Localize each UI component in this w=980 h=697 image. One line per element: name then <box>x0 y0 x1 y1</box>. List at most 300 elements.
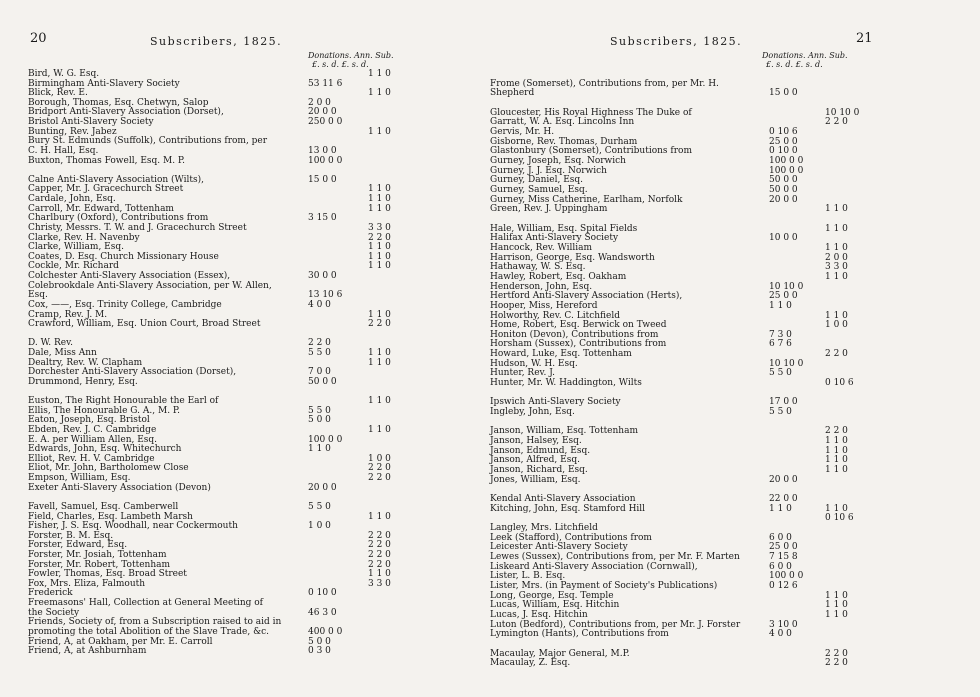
annual-subscription: 1 1 0 <box>825 242 848 253</box>
subscriber-row <box>28 175 478 185</box>
annual-subscription: 1 0 0 <box>368 453 391 464</box>
donation-amount: 6 0 0 <box>769 532 792 543</box>
subscriber-row <box>490 639 970 649</box>
subscriber-row <box>28 406 478 416</box>
subscriber-row <box>28 415 478 425</box>
donation-amount: 10 0 0 <box>769 233 798 244</box>
subscriber-name: Cramp, Rev. J. M. <box>28 309 108 320</box>
subscriber-row <box>28 338 478 348</box>
subscriber-name: Hudson, W. H. Esq. <box>490 358 578 369</box>
subscriber-name: Leek (Stafford), Contributions from <box>490 532 652 543</box>
annual-subscription: 1 1 0 <box>825 600 848 611</box>
subscriber-row <box>490 195 970 205</box>
subscriber-name: Gisborne, Rev. Thomas, Durham <box>490 136 638 147</box>
donation-amount: 1 1 0 <box>769 503 792 514</box>
subscriber-name: Bristol Anti-Slavery Society <box>28 117 154 128</box>
subscriber-name: Dorchester Anti-Slavery Association (Dorset), <box>28 367 237 378</box>
subscriber-name: Hancock, Rev. William <box>490 242 593 253</box>
subscriber-row <box>28 348 478 358</box>
subscriber-name: Elliot, Rev. H. V. Cambridge <box>28 453 155 464</box>
subscriber-row <box>490 407 970 417</box>
annual-subscription: 1 1 0 <box>368 357 391 368</box>
annual-subscription: 1 1 0 <box>825 465 848 476</box>
annual-subscription: 1 1 0 <box>368 424 391 435</box>
subscriber-row <box>28 435 478 445</box>
annual-subscription: 1 1 0 <box>368 261 391 272</box>
subscriber-name: Liskeard Anti-Slavery Association (Cornwall), <box>490 561 698 572</box>
annual-subscription: 1 1 0 <box>825 271 848 282</box>
annual-subscription: 1 1 0 <box>825 455 848 466</box>
donation-amount: 0 10 0 <box>769 146 798 157</box>
subscriber-name: Buxton, Thomas Fowell, Esq. M. P. <box>28 155 186 166</box>
subscriber-row <box>28 608 478 618</box>
annual-subscription: 1 1 0 <box>368 251 391 262</box>
donation-amount: 1 1 0 <box>308 444 331 455</box>
donation-amount: 10 10 0 <box>769 281 804 292</box>
subscriber-name: D. W. Rev. <box>28 338 73 349</box>
subscriber-name: Gervis, Mr. H. <box>490 126 555 137</box>
annual-subscription: 0 10 6 <box>825 378 854 389</box>
subscriber-name: Empson, William, Esq. <box>28 473 131 484</box>
subscriber-row <box>28 512 478 522</box>
subscriber-row <box>490 533 970 543</box>
subscriber-name: Langley, Mrs. Litchfield <box>490 523 598 534</box>
subscriber-name: Lewes (Sussex), Contributions from, per Mr. F. Marten <box>490 552 740 562</box>
subscriber-row <box>28 252 478 262</box>
subscriber-row <box>28 540 478 550</box>
subscriber-name: Forster, Mr. Josiah, Tottenham <box>28 550 167 560</box>
annual-subscription: 2 2 0 <box>825 658 848 669</box>
donation-amount: 1 0 0 <box>308 521 331 532</box>
subscriber-row <box>490 301 970 311</box>
subscriber-name: Lymington (Hants), Contributions from <box>490 629 669 640</box>
subscriber-row <box>28 637 478 647</box>
subscriber-row <box>490 98 970 108</box>
annual-subscription: 2 2 0 <box>368 232 391 243</box>
subscriber-name: Exeter Anti-Slavery Association (Devon) <box>28 482 211 493</box>
donation-amount: 22 0 0 <box>769 494 798 505</box>
donation-amount: 25 0 0 <box>769 291 798 302</box>
subscriber-name: Ebden, Rev. J. C. Cambridge <box>28 424 157 435</box>
subscriber-row <box>490 513 970 523</box>
running-head: Subscribers, 1825. <box>150 35 283 48</box>
column-units: £. s. d. £. s. d. <box>766 60 823 69</box>
subscriber-row <box>490 291 970 301</box>
donation-amount: 100 0 0 <box>308 434 343 445</box>
subscriber-row <box>490 108 970 118</box>
subscriber-name: Field, Charles, Esq. Lambeth Marsh <box>28 511 193 522</box>
subscriber-row <box>490 69 970 79</box>
annual-subscription: 1 1 0 <box>368 184 391 195</box>
subscriber-row <box>490 233 970 243</box>
annual-subscription: 1 1 0 <box>825 204 848 215</box>
subscriber-name: Macaulay, Major General, M.P. <box>490 648 630 659</box>
donation-amount: 4 0 0 <box>769 629 792 640</box>
subscriber-row <box>490 426 970 436</box>
subscriber-row <box>490 117 970 127</box>
subscriber-name: Friends, Society of, from a Subscription raised to aid in <box>28 617 282 628</box>
subscriber-row <box>28 463 478 473</box>
annual-subscription: 2 2 0 <box>368 319 391 330</box>
subscriber-row <box>490 214 970 224</box>
subscriber-name: Freemasons' Hall, Collection at General Meeting of <box>28 598 263 609</box>
annual-subscription: 2 2 0 <box>825 648 848 659</box>
donation-amount: 50 0 0 <box>769 175 798 186</box>
subscriber-name: Luton (Bedford), Contributions from, per Mr. J. Forster <box>490 619 741 630</box>
subscriber-row <box>28 107 478 117</box>
subscriber-row <box>490 455 970 465</box>
subscriber-row <box>28 560 478 570</box>
running-head: Subscribers, 1825. <box>610 35 743 48</box>
subscriber-name: Gurney, Miss Catherine, Earlham, Norfolk <box>490 194 683 205</box>
subscriber-name: Kitching, John, Esq. Stamford Hill <box>490 503 646 514</box>
donation-amount: 6 7 6 <box>769 339 792 350</box>
donation-amount: 50 0 0 <box>769 184 798 195</box>
subscriber-name: Calne Anti-Slavery Association (Wilts), <box>28 174 204 185</box>
annual-subscription: 3 3 0 <box>368 578 391 589</box>
donation-amount: 15 0 0 <box>308 174 337 185</box>
subscriber-name: E. A. per William Allen, Esq. <box>28 434 158 445</box>
subscriber-row <box>28 165 478 175</box>
subscriber-name: Macaulay, Z. Esq. <box>490 658 571 669</box>
subscriber-name: the Society <box>28 607 80 618</box>
subscriber-name: Hooper, Miss, Hereford <box>490 300 598 311</box>
donation-amount: 20 0 0 <box>769 194 798 205</box>
donation-amount: 7 0 0 <box>308 367 331 378</box>
subscriber-row <box>28 223 478 233</box>
subscriber-row <box>28 483 478 493</box>
subscriber-name: Colchester Anti-Slavery Association (Essex), <box>28 271 231 282</box>
subscriber-name: Eaton, Joseph, Esq. Bristol <box>28 415 150 426</box>
subscriber-row <box>490 629 970 639</box>
subscriber-row <box>28 473 478 483</box>
subscriber-row <box>490 649 970 659</box>
subscriber-row <box>28 213 478 223</box>
subscriber-name: Edwards, John, Esq. Whitechurch <box>28 444 182 455</box>
subscriber-row <box>490 79 970 89</box>
subscriber-name: Janson, Alfred, Esq. <box>490 455 580 466</box>
subscriber-name: Carroll, Mr. Edward, Tottenham <box>28 203 174 214</box>
subscriber-row <box>28 646 478 656</box>
subscriber-name: Blick, Rev. E. <box>28 88 88 99</box>
subscriber-name: Jones, William, Esq. <box>490 474 581 485</box>
donation-amount: 2 0 0 <box>308 97 331 108</box>
subscriber-row <box>28 569 478 579</box>
donation-amount: 20 0 0 <box>308 482 337 493</box>
donation-amount: 5 0 0 <box>308 415 331 426</box>
subscriber-name: Kendal Anti-Slavery Association <box>490 494 636 505</box>
subscriber-name: Fox, Mrs. Eliza, Falmouth <box>28 578 146 589</box>
subscriber-row <box>490 243 970 253</box>
subscriber-name: Lister, L. B. Esq. <box>490 571 566 582</box>
donation-amount: 5 5 0 <box>308 405 331 416</box>
donation-amount: 10 10 0 <box>769 358 804 369</box>
donation-amount: 3 10 0 <box>769 619 798 630</box>
subscriber-row <box>28 367 478 377</box>
subscriber-row <box>490 552 970 562</box>
subscriber-row <box>28 550 478 560</box>
subscriber-row <box>28 319 478 329</box>
subscriber-name: Eliot, Mr. John, Bartholomew Close <box>28 463 189 474</box>
subscriber-name: Lucas, William, Esq. Hitchin <box>490 600 620 611</box>
subscriber-name: Holworthy, Rev. C. Litchfield <box>490 310 620 321</box>
subscriber-row <box>28 377 478 387</box>
donation-amount: 53 11 6 <box>308 78 343 89</box>
subscriber-name: Janson, Halsey, Esq. <box>490 436 582 447</box>
subscriber-row <box>28 521 478 531</box>
annual-subscription: 3 3 0 <box>368 222 391 233</box>
annual-subscription: 1 1 0 <box>368 194 391 205</box>
subscriber-row <box>490 600 970 610</box>
subscriber-row <box>490 166 970 176</box>
subscriber-row <box>28 579 478 589</box>
subscriber-row <box>490 88 970 98</box>
subscriber-row <box>490 571 970 581</box>
donation-amount: 3 15 0 <box>308 213 337 224</box>
annual-subscription: 1 1 0 <box>368 569 391 580</box>
donation-amount: 25 0 0 <box>769 542 798 553</box>
annual-subscription: 1 1 0 <box>825 445 848 456</box>
annual-subscription: 10 10 0 <box>825 107 860 118</box>
annual-subscription: 3 3 0 <box>825 262 848 273</box>
donation-amount: 5 5 0 <box>769 407 792 418</box>
donation-amount: 7 3 0 <box>769 329 792 340</box>
subscriber-row <box>28 444 478 454</box>
subscriber-row <box>28 598 478 608</box>
subscriber-row <box>28 617 478 627</box>
subscriber-row <box>490 591 970 601</box>
page-number: 21 <box>856 31 873 46</box>
subscriber-name: Friend, A, at Ashburnham <box>28 646 147 657</box>
right-page <box>490 0 980 697</box>
subscriber-name: Janson, Richard, Esq. <box>490 465 588 476</box>
donation-amount: 6 0 0 <box>769 561 792 572</box>
subscriber-name: Capper, Mr. J. Gracechurch Street <box>28 184 184 195</box>
subscriber-name: Henderson, John, Esq. <box>490 281 593 292</box>
subscriber-name: Crawford, William, Esq. Union Court, Broad Street <box>28 319 261 330</box>
subscriber-name: Dealtry, Rev. W. Clapham <box>28 357 143 368</box>
subscriber-row <box>490 262 970 272</box>
subscriber-name: Ellis, The Honourable G. A., M. P. <box>28 405 181 416</box>
subscriber-name: Frome (Somerset), Contributions from, per Mr. H. <box>490 78 719 89</box>
annual-subscription: 1 1 0 <box>368 347 391 358</box>
subscriber-row <box>490 127 970 137</box>
subscriber-row <box>490 417 970 427</box>
subscriber-name: Leicester Anti-Slavery Society <box>490 542 628 553</box>
subscriber-name: Honiton (Devon), Contributions from <box>490 329 659 340</box>
subscriber-row <box>490 349 970 359</box>
subscriber-row <box>28 233 478 243</box>
page-number: 20 <box>30 31 47 46</box>
subscriber-name: Gloucester, His Royal Highness The Duke of <box>490 107 692 118</box>
subscriber-row <box>490 204 970 214</box>
annual-subscription: 1 0 0 <box>825 320 848 331</box>
subscriber-name: Dale, Miss Ann <box>28 347 97 358</box>
column-heading: Donations. Ann. Sub. <box>308 51 394 60</box>
donation-amount: 13 10 6 <box>308 290 343 301</box>
subscriber-name: Bird, W. G. Esq. <box>28 69 100 79</box>
donation-amount: 100 0 0 <box>769 165 804 176</box>
subscriber-name: Favell, Samuel, Esq. Camberwell <box>28 501 179 512</box>
subscriber-row <box>490 523 970 533</box>
subscriber-name: Harrison, George, Esq. Wandsworth <box>490 252 655 263</box>
subscriber-name: Hawley, Robert, Esq. Oakham <box>490 271 627 282</box>
subscriber-row <box>490 446 970 456</box>
subscriber-row <box>490 436 970 446</box>
annual-subscription: 1 1 0 <box>825 590 848 601</box>
subscriber-name: Forster, Edward, Esq. <box>28 540 128 551</box>
subscriber-name: Forster, B. M. Esq. <box>28 530 114 541</box>
subscriber-name: Forster, Mr. Robert, Tottenham <box>28 559 171 570</box>
subscriber-row <box>490 388 970 398</box>
donation-amount: 400 0 0 <box>308 626 343 637</box>
subscriber-row <box>490 378 970 388</box>
donation-amount: 5 5 0 <box>308 501 331 512</box>
subscriber-name: promoting the total Abolition of the Slave Trade, &c. <box>28 626 269 637</box>
donation-amount: 25 0 0 <box>769 136 798 147</box>
subscriber-name: Drummond, Henry, Esq. <box>28 376 138 387</box>
subscriber-name: Gurney, Samuel, Esq. <box>490 184 588 195</box>
subscriber-row <box>28 300 478 310</box>
annual-subscription: 1 1 0 <box>825 310 848 321</box>
annual-subscription: 1 1 0 <box>825 223 848 234</box>
subscriber-name: Borough, Thomas, Esq. Chetwyn, Salop <box>28 97 209 108</box>
donation-amount: 46 3 0 <box>308 607 337 618</box>
subscriber-row <box>490 397 970 407</box>
subscriber-row <box>28 79 478 89</box>
subscriber-row <box>490 484 970 494</box>
subscriber-row <box>490 504 970 514</box>
donation-amount: 5 0 0 <box>308 636 331 647</box>
subscriber-row <box>490 658 970 668</box>
annual-subscription: 2 2 0 <box>368 550 391 560</box>
donation-amount: 50 0 0 <box>308 376 337 387</box>
subscriber-row <box>28 329 478 339</box>
subscriber-name: Christy, Messrs. T. W. and J. Gracechurch Street <box>28 222 247 233</box>
subscriber-name: Colebrookdale Anti-Slavery Association, per W. Allen, <box>28 280 272 291</box>
subscriber-name: Howard, Luke, Esq. Tottenham <box>490 349 632 360</box>
donation-amount: 15 0 0 <box>769 88 798 99</box>
donation-amount: 100 0 0 <box>308 155 343 166</box>
annual-subscription: 2 0 0 <box>825 252 848 263</box>
subscriber-row <box>28 492 478 502</box>
subscriber-name: Bunting, Rev. Jabez <box>28 126 117 137</box>
subscriber-row <box>490 224 970 234</box>
annual-subscription: 1 1 0 <box>368 203 391 214</box>
subscriber-name: Gurney, J. J. Esq. Norwich <box>490 165 607 176</box>
subscriber-row <box>490 562 970 572</box>
subscriber-name: Horsham (Sussex), Contributions from <box>490 339 667 350</box>
subscriber-row <box>28 290 478 300</box>
subscriber-row <box>490 253 970 263</box>
subscriber-name: Birmingham Anti-Slavery Society <box>28 78 180 89</box>
subscriber-name: Fisher, J. S. Esq. Woodhall, near Cockermouth <box>28 521 238 532</box>
subscriber-row <box>28 454 478 464</box>
donation-amount: 13 0 0 <box>308 145 337 156</box>
subscriber-name: Cardale, John, Esq. <box>28 194 116 205</box>
annual-subscription: 2 2 0 <box>825 117 848 128</box>
subscriber-row <box>490 146 970 156</box>
annual-subscription: 2 2 0 <box>368 530 391 541</box>
annual-subscription: 1 1 0 <box>368 88 391 99</box>
subscriber-name: Euston, The Right Honourable the Earl of <box>28 396 219 407</box>
subscriber-name: Janson, William, Esq. Tottenham <box>490 426 638 437</box>
subscriber-name: Fowler, Thomas, Esq. Broad Street <box>28 569 187 580</box>
subscriber-name: Hunter, Mr. W. Haddington, Wilts <box>490 378 642 389</box>
annual-subscription: 2 2 0 <box>368 540 391 551</box>
donation-amount: 0 3 0 <box>308 646 331 657</box>
column-heading: Donations. Ann. Sub. <box>762 51 848 60</box>
subscriber-name: Shepherd <box>490 88 535 99</box>
subscriber-row <box>28 588 478 598</box>
annual-subscription: 1 1 0 <box>825 503 848 514</box>
subscriber-name: Long, George, Esq. Temple <box>490 590 614 601</box>
annual-subscription: 0 10 6 <box>825 513 854 524</box>
subscriber-row <box>28 69 478 79</box>
donation-amount: 5 5 0 <box>308 347 331 358</box>
subscriber-row <box>490 610 970 620</box>
donation-amount: 4 0 0 <box>308 299 331 310</box>
annual-subscription: 1 1 0 <box>368 511 391 522</box>
donation-amount: 0 12 6 <box>769 580 798 591</box>
subscriber-name: Bury St. Edmunds (Suffolk), Contributions from, per <box>28 136 268 147</box>
subscriber-name: Green, Rev. J. Uppingham <box>490 204 608 215</box>
subscriber-name: Lucas, J. Esq. Hitchin <box>490 609 588 620</box>
donation-amount: 30 0 0 <box>308 271 337 282</box>
donation-amount: 20 0 0 <box>308 107 337 118</box>
annual-subscription: 1 1 0 <box>825 436 848 447</box>
donation-amount: 100 0 0 <box>769 155 804 166</box>
annual-subscription: 2 2 0 <box>825 349 848 360</box>
subscriber-name: Glastonbury (Somerset), Contributions from <box>490 146 692 157</box>
subscriber-name: Janson, Edmund, Esq. <box>490 445 591 456</box>
annual-subscription: 2 2 0 <box>368 463 391 474</box>
donation-amount: 7 15 8 <box>769 552 798 562</box>
annual-subscription: 1 1 0 <box>825 609 848 620</box>
subscriber-row <box>28 531 478 541</box>
subscriber-row <box>28 502 478 512</box>
donation-amount: 20 0 0 <box>769 474 798 485</box>
annual-subscription: 2 2 0 <box>368 473 391 484</box>
subscriber-name: Gurney, Daniel, Esq. <box>490 175 584 186</box>
subscriber-row <box>490 272 970 282</box>
subscriber-name: Ipswich Anti-Slavery Society <box>490 397 621 408</box>
subscriber-row <box>28 88 478 98</box>
subscriber-row <box>490 339 970 349</box>
donation-amount: 17 0 0 <box>769 397 798 408</box>
subscriber-row <box>28 136 478 146</box>
subscriber-name: Esq. <box>28 290 48 301</box>
subscriber-name: Clarke, William, Esq. <box>28 242 124 253</box>
donation-amount: 100 0 0 <box>769 571 804 582</box>
subscriber-row <box>28 242 478 252</box>
subscriber-name: Garratt, W. A. Esq. Lincolns Inn <box>490 117 635 128</box>
annual-subscription: 2 2 0 <box>825 426 848 437</box>
subscriber-row <box>490 185 970 195</box>
donation-amount: 2 2 0 <box>308 338 331 349</box>
subscriber-name: Friend, A, at Oakham, per Mr. E. Carroll <box>28 636 213 647</box>
subscriber-name: Hale, William, Esq. Spital Fields <box>490 223 638 234</box>
subscriber-row <box>28 117 478 127</box>
subscriber-row <box>490 368 970 378</box>
annual-subscription: 1 1 0 <box>368 126 391 137</box>
subscriber-row <box>28 627 478 637</box>
subscriber-name: Lister, Mrs. (in Payment of Society's Publications) <box>490 580 718 591</box>
subscriber-row <box>28 194 478 204</box>
subscriber-row <box>490 320 970 330</box>
subscriber-row <box>28 146 478 156</box>
subscriber-name: Gurney, Joseph, Esq. Norwich <box>490 155 626 166</box>
